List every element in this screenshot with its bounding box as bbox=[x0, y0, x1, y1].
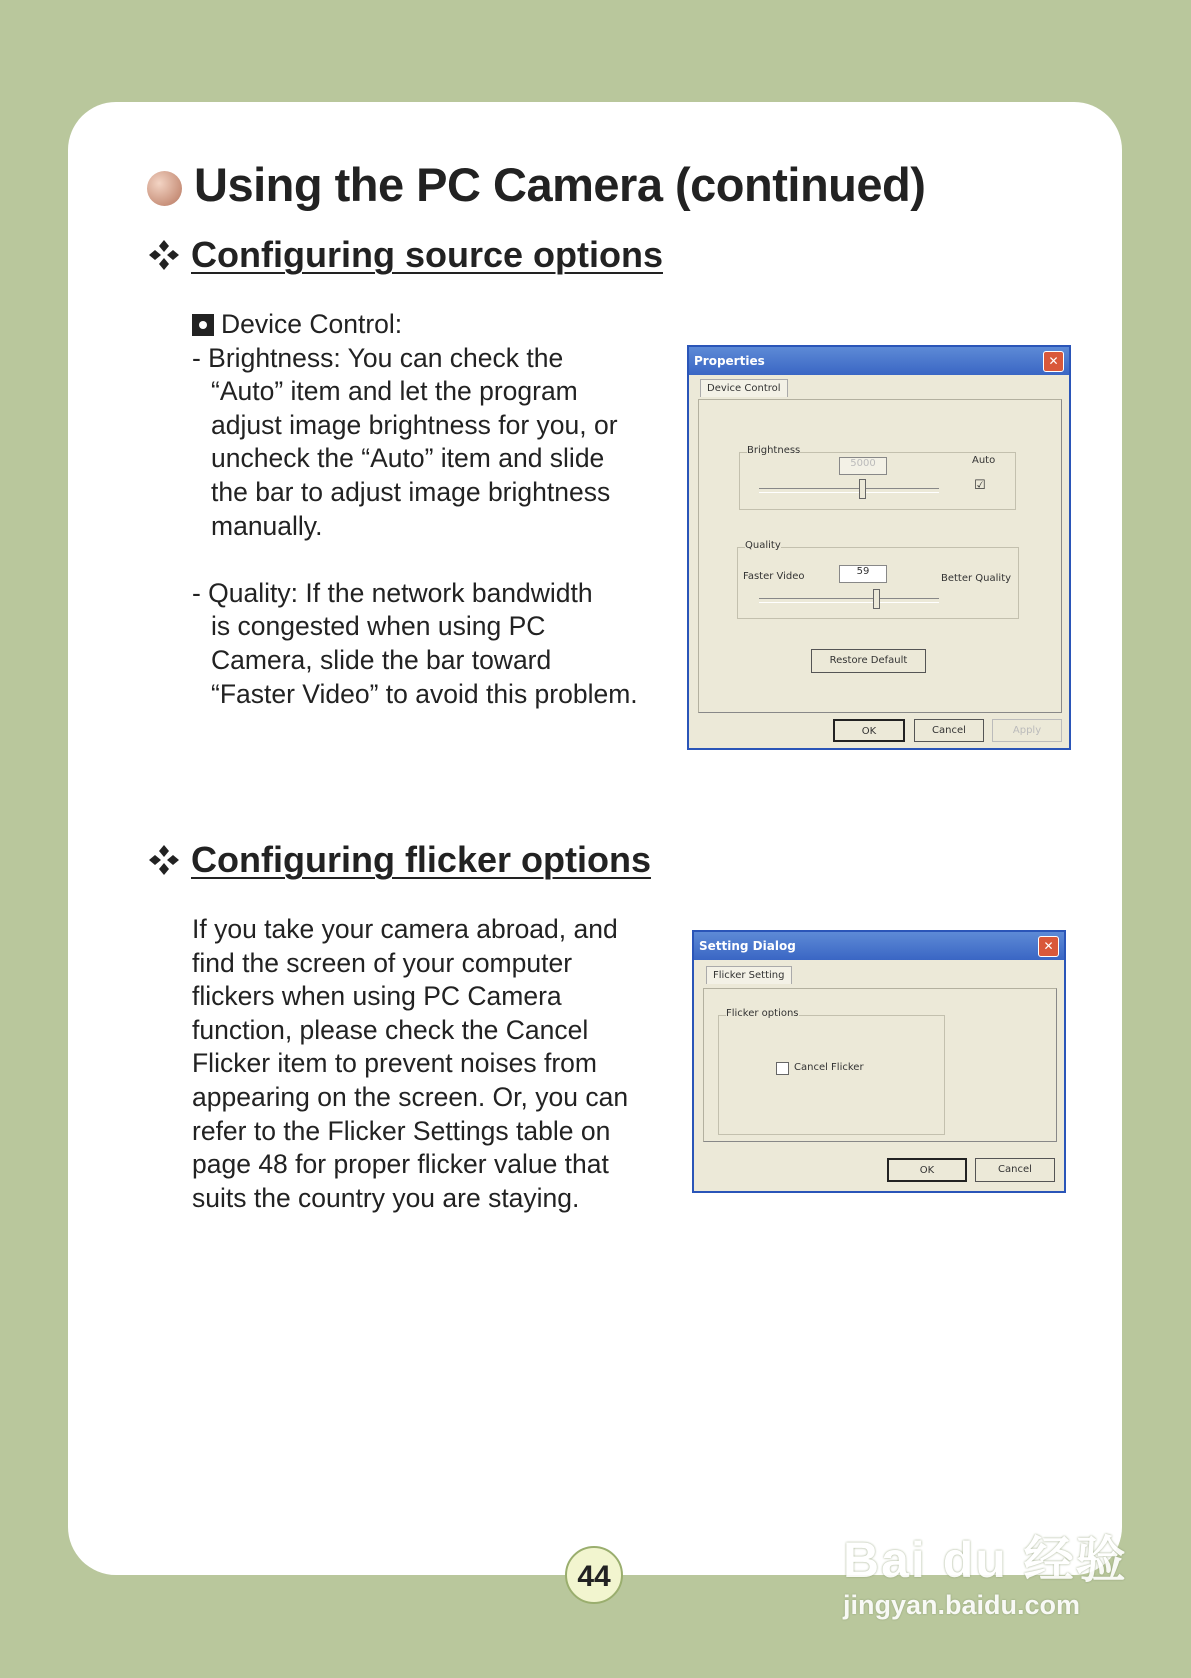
dialog-title-bar: Setting Dialog ✕ bbox=[694, 932, 1064, 960]
flicker-options-group bbox=[718, 1015, 945, 1135]
quality-label: Quality bbox=[745, 540, 781, 551]
quality-slider-thumb[interactable] bbox=[873, 589, 880, 609]
ok-button[interactable]: OK bbox=[887, 1158, 967, 1182]
baidu-watermark bbox=[843, 1520, 1128, 1620]
section-heading-text: Configuring source options bbox=[191, 234, 663, 275]
section-heading-text: Configuring flicker options bbox=[191, 839, 651, 880]
brightness-label: Brightness bbox=[747, 445, 801, 456]
watermark-url: jingyan.baidu.com bbox=[843, 1590, 1081, 1620]
properties-dialog bbox=[687, 345, 1071, 750]
source-options-text: Device Control: - Brightness: You can check the “Auto” item and let the program adjust image brightness for you, or uncheck the “Auto” item and slide the bar to adjust image brightness manually. - Quality: If the network bandwidth is congested when using PC Camera, slide the bar toward “Faster Video” to avoid this problem. bbox=[192, 309, 638, 709]
close-icon[interactable]: ✕ bbox=[1043, 351, 1064, 372]
diamond-bullet-icon bbox=[147, 238, 181, 272]
watermark-brand: Bai du 经验 bbox=[843, 1532, 1128, 1588]
better-quality-label: Better Quality bbox=[941, 573, 1012, 584]
apply-button[interactable]: Apply bbox=[992, 719, 1062, 742]
page-title: Using the PC Camera (continued) bbox=[194, 158, 926, 211]
cancel-button[interactable]: Cancel bbox=[914, 719, 984, 742]
diamond-bullet-icon bbox=[147, 843, 181, 877]
restore-default-button[interactable]: Restore Default bbox=[811, 649, 926, 673]
cancel-flicker-checkbox[interactable] bbox=[776, 1062, 789, 1075]
quality-value[interactable]: 59 bbox=[839, 565, 887, 583]
brightness-slider-thumb[interactable] bbox=[859, 479, 866, 499]
tab-device-control[interactable]: Device Control bbox=[700, 379, 788, 397]
section-heading-flicker bbox=[147, 839, 651, 881]
flicker-options-label: Flicker options bbox=[726, 1008, 799, 1019]
faster-video-label: Faster Video bbox=[743, 571, 805, 582]
tab-flicker-setting[interactable]: Flicker Setting bbox=[706, 966, 792, 984]
cancel-flicker-label: Cancel Flicker bbox=[794, 1062, 864, 1073]
auto-checkbox[interactable]: ☑ bbox=[974, 478, 986, 493]
square-bullet-icon bbox=[192, 314, 214, 336]
close-icon[interactable]: ✕ bbox=[1038, 936, 1059, 957]
quality-slider-track[interactable] bbox=[759, 598, 939, 603]
brightness-value[interactable]: 5000 bbox=[839, 457, 887, 475]
title-bullet-icon bbox=[147, 171, 182, 206]
flicker-options-text: If you take your camera abroad, and find the screen of your computer flickers when using PC Camera function, please check the Cancel Flicker item to prevent noises from appearing on the screen. Or, you can refer to the Flicker Settings table on page 48 for proper flicker value that suits the country you are staying. bbox=[192, 914, 629, 1213]
brightness-slider-track[interactable] bbox=[759, 488, 939, 493]
setting-dialog bbox=[692, 930, 1066, 1193]
page-number: 44 bbox=[565, 1546, 623, 1604]
cancel-button[interactable]: Cancel bbox=[975, 1158, 1055, 1182]
auto-label: Auto bbox=[972, 455, 996, 466]
ok-button[interactable]: OK bbox=[833, 719, 905, 742]
section-heading-source bbox=[147, 234, 663, 276]
dialog-title-bar: Properties ✕ bbox=[689, 347, 1069, 375]
